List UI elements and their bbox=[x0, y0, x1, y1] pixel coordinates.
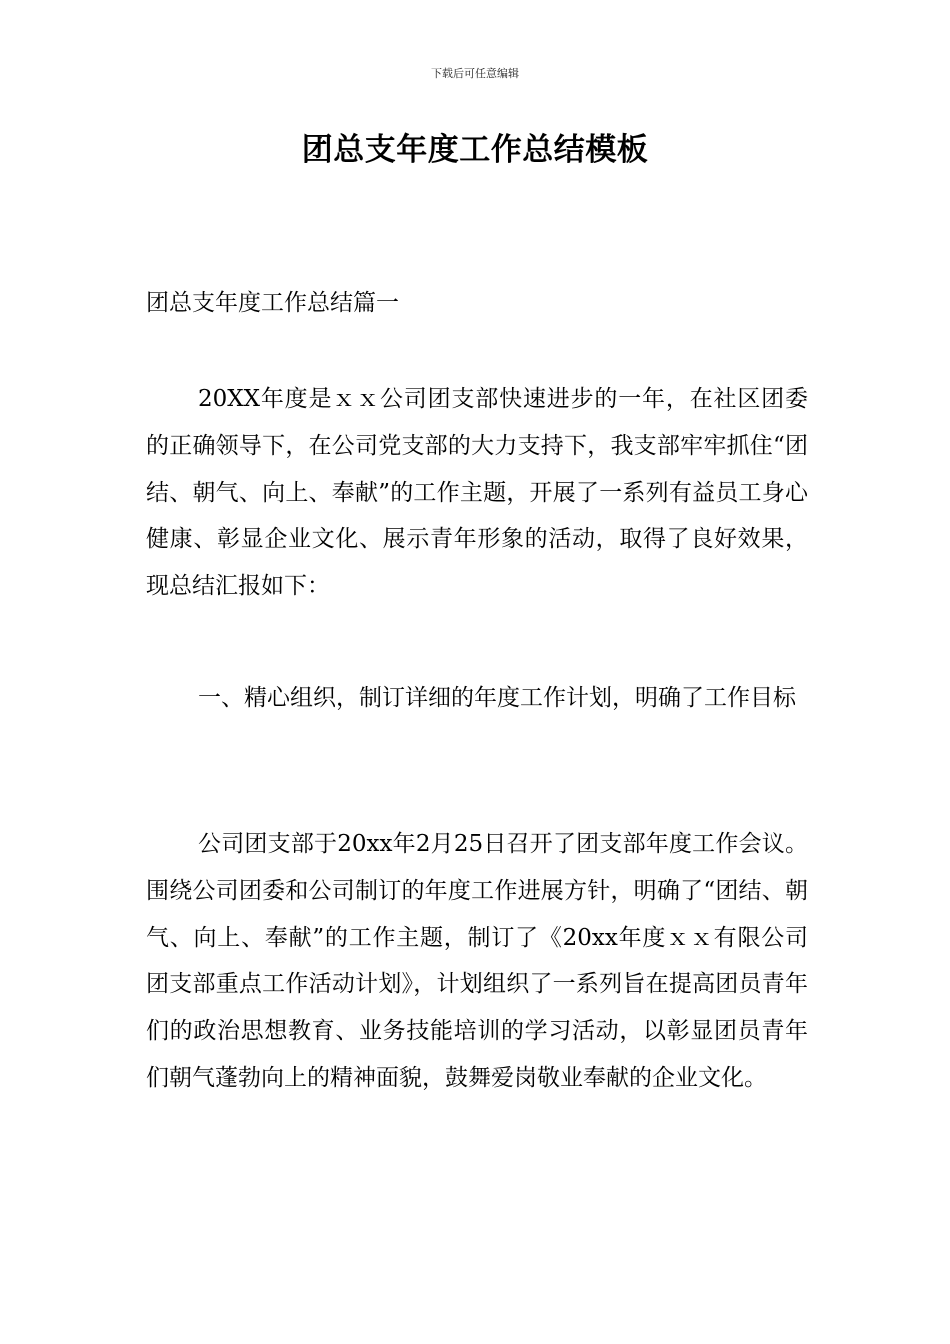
header-note: 下载后可任意编辑 bbox=[431, 67, 519, 80]
document-title: 团总支年度工作总结模板 bbox=[301, 132, 649, 168]
paragraph-body: 公司团支部于20xx年2月25日召开了团支部年度工作会议。围绕公司团委和公司制订的年度工作进展方针，明确了“团结、朝气、向上、奉献”的工作主题，制订了《20xx年度ｘｘ有限公司团支部重点工作活动计划》，计划组织了一系列旨在提高团员青年们的政治思想教育、业务技能培训的学习活动，以彰显团员青年们朝气蓬勃向上的精神面貌，鼓舞爱岗敬业奉献的企业文化。 bbox=[146, 831, 808, 1091]
section-heading: 团总支年度工作总结篇一 bbox=[146, 290, 399, 316]
paragraph-intro: 20XX年度是ｘｘ公司团支部快速进步的一年，在社区团委的正确领导下，在公司党支部的大力支持下，我支部牢牢抓住“团结、朝气、向上、奉献”的工作主题，开展了一系列有益员工身心健康、彰显企业文化、展示青年形象的活动，取得了良好效果，现总结汇报如下： bbox=[146, 386, 808, 600]
paragraph-subheading-one: 一、精心组织，制订详细的年度工作计划，明确了工作目标 bbox=[198, 685, 796, 711]
